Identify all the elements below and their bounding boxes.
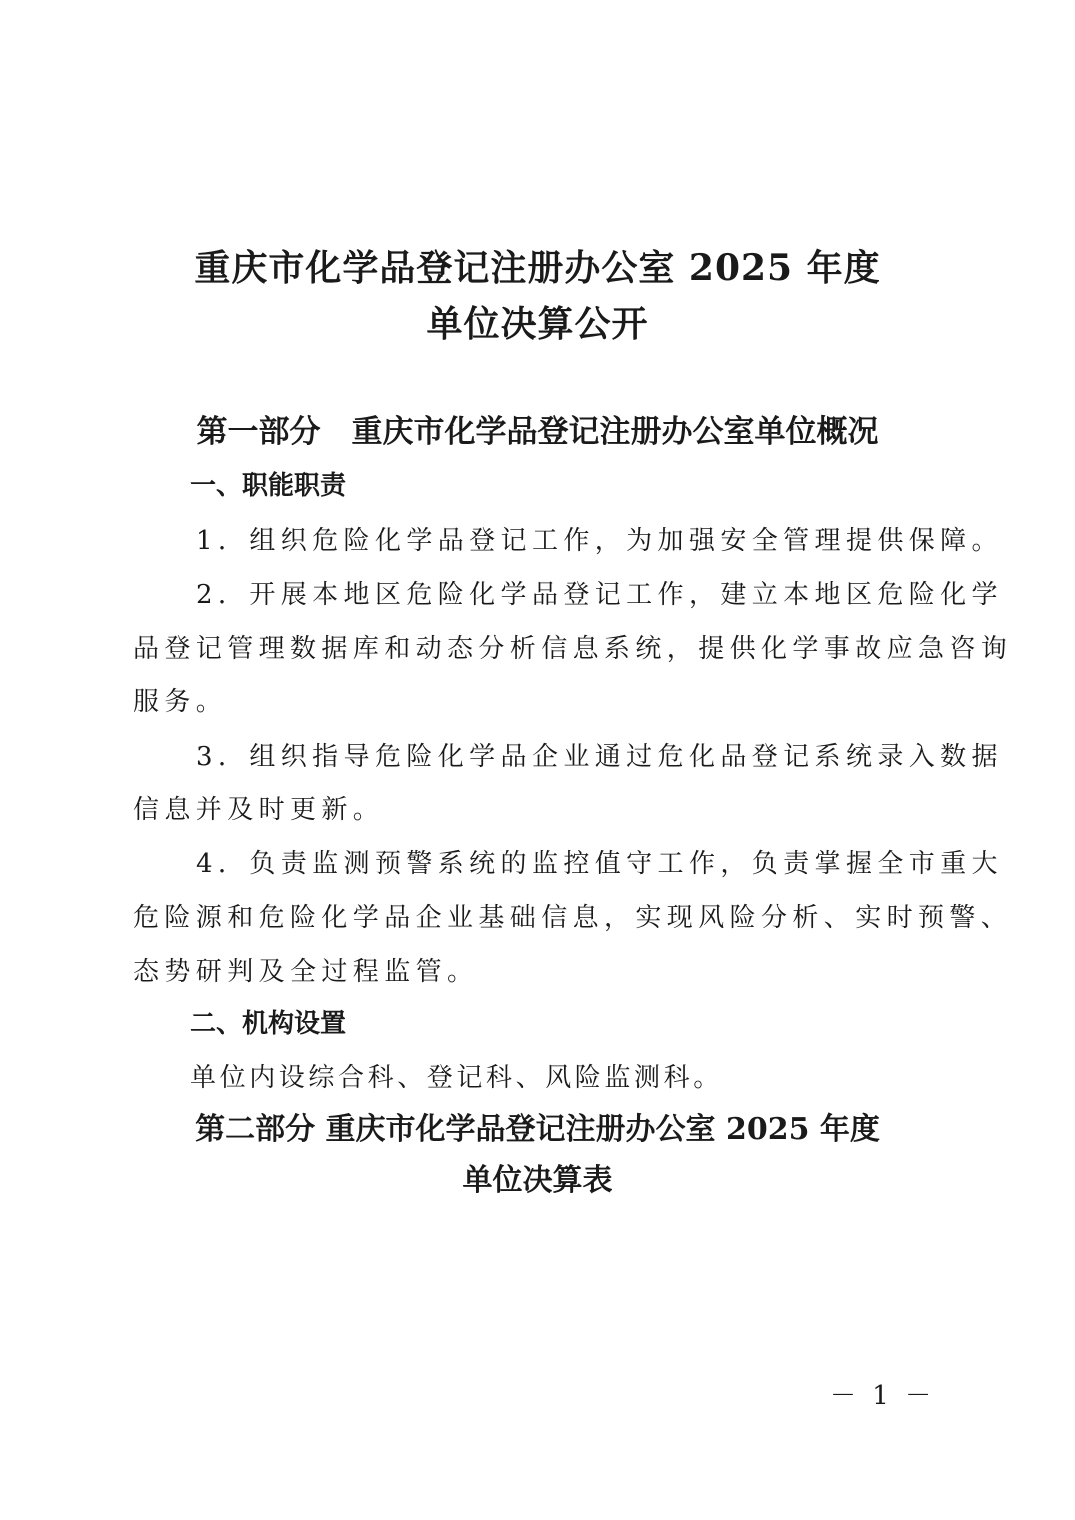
- item3-line2: 信息并及时更新。: [133, 795, 385, 825]
- item2-line2: 品登记管理数据库和动态分析信息系统，提供化学事故应急咨询: [133, 634, 1013, 664]
- item2-line1: 2．开展本地区危险化学品登记工作，建立本地区危险化学: [196, 580, 1003, 610]
- section1-title: 一、职能职责: [190, 471, 347, 501]
- item1-line1: 1．组织危险化学品登记工作，为加强安全管理提供保障。: [196, 526, 1003, 556]
- item4-line2: 危险源和危险化学品企业基础信息，实现风险分析、实时预警、: [133, 903, 1013, 933]
- item2-line3: 服务。: [133, 687, 228, 717]
- section2-title: 二、机构设置: [190, 1009, 347, 1039]
- page-number: － 1 －: [830, 1381, 936, 1411]
- section2-text: 单位内设综合科、登记科、风险监测科。: [190, 1063, 723, 1093]
- document-title-line2: 单位决算公开: [426, 303, 649, 345]
- item3-line1: 3．组织指导危险化学品企业通过危化品登记系统录入数据: [196, 742, 1003, 772]
- part2-heading-line2: 单位决算表: [462, 1163, 613, 1198]
- item4-line1: 4．负责监测预警系统的监控值守工作，负责掌握全市重大: [196, 849, 1003, 879]
- part1-heading: 第一部分 重庆市化学品登记注册办公室单位概况: [196, 414, 879, 450]
- item4-line3: 态势研判及全过程监管。: [133, 957, 479, 987]
- part2-heading-line1: 第二部分 重庆市化学品登记注册办公室 2025 年度: [195, 1112, 880, 1147]
- document-title-line1: 重庆市化学品登记注册办公室 2025 年度: [194, 247, 881, 289]
